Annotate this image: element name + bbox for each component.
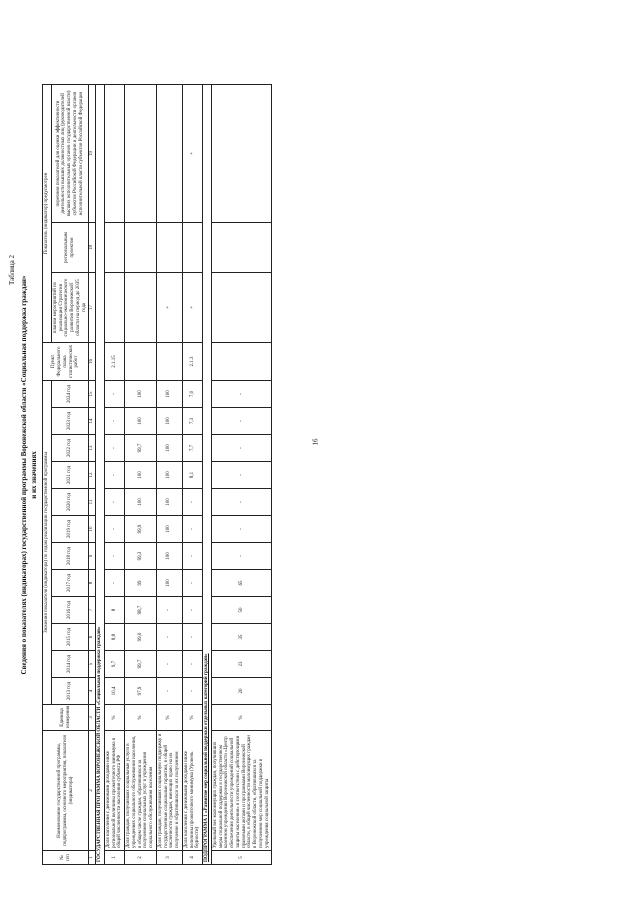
- column-number: 15: [89, 381, 96, 408]
- row-project-mark: [104, 223, 124, 273]
- header-year: 2015 год: [51, 624, 89, 651]
- indicators-table: [42, 84, 272, 865]
- row-value: -: [104, 462, 124, 489]
- row-value: 99,7: [125, 435, 157, 462]
- row-value: 7,0: [182, 381, 202, 408]
- row-unit: %: [211, 705, 272, 731]
- row-value: -: [182, 516, 202, 543]
- header-indicators-group: Показатель (индикатор) предусмотрен: [43, 84, 52, 342]
- section-title: ГОСУДАРСТВЕННАЯ ПРОГРАММА ВОРОНЕЖСКОЙ ОБЛАСТИ «Социальная поддержка граждан»: [96, 84, 105, 864]
- row-value: -: [104, 408, 124, 435]
- header-year: 2021 год: [51, 462, 89, 489]
- row-name: Доля граждан, получивших социальные услуги в учреждениях социального обслуживания населения, в общем числе граждан, обратившихся за получением социальных услуг в учреждения социального обслуживания населения: [125, 731, 157, 851]
- row-value: -: [104, 489, 124, 516]
- row-name: Доля населения с денежными доходами ниже региональной величины прожиточного минимума в общей численности населения субъекта РФ: [104, 731, 124, 851]
- row-strategy-mark: [211, 273, 272, 343]
- row-name: Удельный вес малоимущих граждан, получивших меры социальной поддержки в государственном казенном учреждении Воронежской области «Центр обеспечения деятельности учреждений социальной защиты населения» в соответствии с действующими правовыми актами и программами Воронежской области, в общей численности малоимущих граждан в Воронежской области, обратившихся за получением мер социальной поддержки в учреждения социальной защиты: [211, 731, 272, 851]
- header-year: 2024 год: [51, 381, 89, 408]
- row-value: 99,3: [125, 543, 157, 570]
- row-name: Доля населения с денежными доходами ниже величины прожиточного минимума (Уровень бедности): [182, 731, 202, 851]
- table-caption: Сведения о показателях (индикаторах) государственной программы Воронежской области «Социальная поддержка граждан»: [20, 275, 28, 675]
- row-decree: [211, 343, 272, 381]
- column-number: 7: [89, 597, 96, 624]
- row-efficiency-mark: +: [182, 84, 202, 222]
- row-value: 100: [125, 408, 157, 435]
- header-year: 2019 год: [51, 516, 89, 543]
- row-unit: %: [104, 705, 124, 731]
- row-value: 99,9: [125, 516, 157, 543]
- row-value: 100: [156, 462, 182, 489]
- row-unit: %: [125, 705, 157, 731]
- table-row: [156, 84, 182, 864]
- column-number: 17: [89, 273, 96, 343]
- column-number: 11: [89, 489, 96, 516]
- column-number: 13: [89, 435, 96, 462]
- row-value: -: [182, 651, 202, 678]
- column-number: 6: [89, 624, 96, 651]
- row-value: 7,7: [182, 435, 202, 462]
- table-row: [211, 84, 272, 864]
- header-strategy-plan: планом мероприятий по реализации Стратегии социально-экономического развития Воронежской области на период до 2035 года: [51, 273, 89, 343]
- row-name: Доля граждан, получивших социальную поддержку и государственные социальные гарантии, в общей численности граждан, имеющих право на их получение и обратившихся за их получением: [156, 731, 182, 851]
- row-num: 1: [104, 851, 124, 865]
- row-value: -: [104, 381, 124, 408]
- table-row: [104, 84, 124, 864]
- row-value: -: [211, 462, 272, 489]
- header-year: 2018 год: [51, 543, 89, 570]
- column-number: 12: [89, 462, 96, 489]
- rotated-page: [0, 75, 640, 875]
- column-number: 8: [89, 570, 96, 597]
- row-strategy-mark: [125, 273, 157, 343]
- header-efficiency-list: перечнем показателей для оценки эффективности деятельности высших должностных лиц (руководителей высших исполнительных органов государственной власти) субъектов Российской Федерации и деятельности органов исполнительной власти субъектов Российской Федерации: [51, 84, 89, 222]
- row-efficiency-mark: [156, 84, 182, 222]
- header-year: 2013 год: [51, 678, 89, 705]
- column-number: 14: [89, 408, 96, 435]
- header-year: 2017 год: [51, 570, 89, 597]
- row-value: 65: [211, 570, 272, 597]
- row-value: 10,4: [104, 678, 124, 705]
- row-value: 20: [211, 678, 272, 705]
- column-number: 4: [89, 678, 96, 705]
- row-efficiency-mark: [125, 84, 157, 222]
- section-row: [96, 84, 105, 864]
- row-unit: %: [182, 705, 202, 731]
- row-decree: 2.1.15: [104, 343, 124, 381]
- row-value: -: [156, 678, 182, 705]
- header-num: № п/п: [43, 851, 89, 865]
- header-regional-project: региональным проектом: [51, 223, 89, 273]
- row-efficiency-mark: [104, 84, 124, 222]
- row-value: -: [182, 597, 202, 624]
- row-strategy-mark: +: [156, 273, 182, 343]
- row-value: -: [182, 678, 202, 705]
- row-value: -: [104, 570, 124, 597]
- header-name: Наименование государственной программы, подпрограммы, основного мероприятия, показателя (индикатора): [43, 731, 89, 851]
- row-value: -: [182, 543, 202, 570]
- subprogram-title-text: ПОДПРОГРАММА 1 «Развитие мер социальной поддержки отдельных категорий граждан»: [204, 653, 209, 862]
- table-label: Таблица 2: [8, 255, 16, 285]
- row-value: -: [156, 651, 182, 678]
- header-year: 2022 год: [51, 435, 89, 462]
- column-number-row: [89, 84, 96, 864]
- column-number: 16: [89, 343, 96, 381]
- row-value: -: [211, 489, 272, 516]
- row-value: 9,7: [104, 651, 124, 678]
- row-value: 35: [211, 624, 272, 651]
- column-number: 19: [89, 84, 96, 222]
- row-value: -: [211, 543, 272, 570]
- row-value: -: [211, 381, 272, 408]
- row-num: 4: [182, 851, 202, 865]
- row-value: 98,7: [125, 597, 157, 624]
- column-number: 9: [89, 543, 96, 570]
- row-value: -: [104, 543, 124, 570]
- row-value: -: [182, 489, 202, 516]
- header-year: 2023 год: [51, 408, 89, 435]
- table-row: [182, 84, 202, 864]
- column-number: 1: [89, 851, 96, 865]
- subprogram-title: [203, 84, 212, 864]
- row-decree: [156, 343, 182, 381]
- row-value: 8: [104, 597, 124, 624]
- row-value: 8,8: [104, 624, 124, 651]
- row-value: -: [156, 597, 182, 624]
- row-value: -: [211, 408, 272, 435]
- table-row: [125, 84, 157, 864]
- row-value: 99: [125, 570, 157, 597]
- row-value: 100: [156, 408, 182, 435]
- row-num: 5: [211, 851, 272, 865]
- row-value: 100: [156, 570, 182, 597]
- row-unit: %: [156, 705, 182, 731]
- row-value: 100: [125, 381, 157, 408]
- header-unit: Единица измерения: [43, 705, 89, 731]
- row-efficiency-mark: [211, 84, 272, 222]
- header-decree: Пункт Федерального плана статистических работ: [43, 343, 89, 381]
- column-number: 10: [89, 516, 96, 543]
- row-decree: [125, 343, 157, 381]
- row-value: 100: [125, 489, 157, 516]
- row-strategy-mark: [104, 273, 124, 343]
- row-value: 99,0: [125, 624, 157, 651]
- row-value: 100: [156, 489, 182, 516]
- row-project-mark: [125, 223, 157, 273]
- row-project-mark: [182, 223, 202, 273]
- row-value: -: [156, 624, 182, 651]
- row-value: 23: [211, 651, 272, 678]
- column-number: 18: [89, 223, 96, 273]
- subprogram-row: [203, 84, 212, 864]
- row-value: 7,3: [182, 408, 202, 435]
- column-number: 2: [89, 731, 96, 851]
- row-value: -: [104, 516, 124, 543]
- row-value: 99,7: [125, 651, 157, 678]
- row-value: 100: [156, 435, 182, 462]
- header-year: 2016 год: [51, 597, 89, 624]
- row-strategy-mark: +: [182, 273, 202, 343]
- row-value: 97,9: [125, 678, 157, 705]
- column-number: 5: [89, 651, 96, 678]
- page-number: 16: [311, 438, 320, 446]
- row-value: 100: [125, 462, 157, 489]
- row-project-mark: [156, 223, 182, 273]
- row-num: 3: [156, 851, 182, 865]
- row-value: -: [211, 516, 272, 543]
- row-value: 8,1: [182, 462, 202, 489]
- row-value: 100: [156, 543, 182, 570]
- row-value: 50: [211, 597, 272, 624]
- column-number: 3: [89, 705, 96, 731]
- row-value: -: [182, 624, 202, 651]
- row-project-mark: [211, 223, 272, 273]
- row-decree: 2.1.3: [182, 343, 202, 381]
- row-value: 100: [156, 516, 182, 543]
- header-values-group: Значения показателя (индикатора) по годам реализации государственной программы: [43, 381, 52, 705]
- header-year: 2020 год: [51, 489, 89, 516]
- header-year: 2014 год: [51, 651, 89, 678]
- row-num: 2: [125, 851, 157, 865]
- row-value: -: [182, 570, 202, 597]
- row-value: -: [211, 435, 272, 462]
- table-caption-line2: и их значениях: [30, 451, 38, 499]
- row-value: 100: [156, 381, 182, 408]
- row-value: -: [104, 435, 124, 462]
